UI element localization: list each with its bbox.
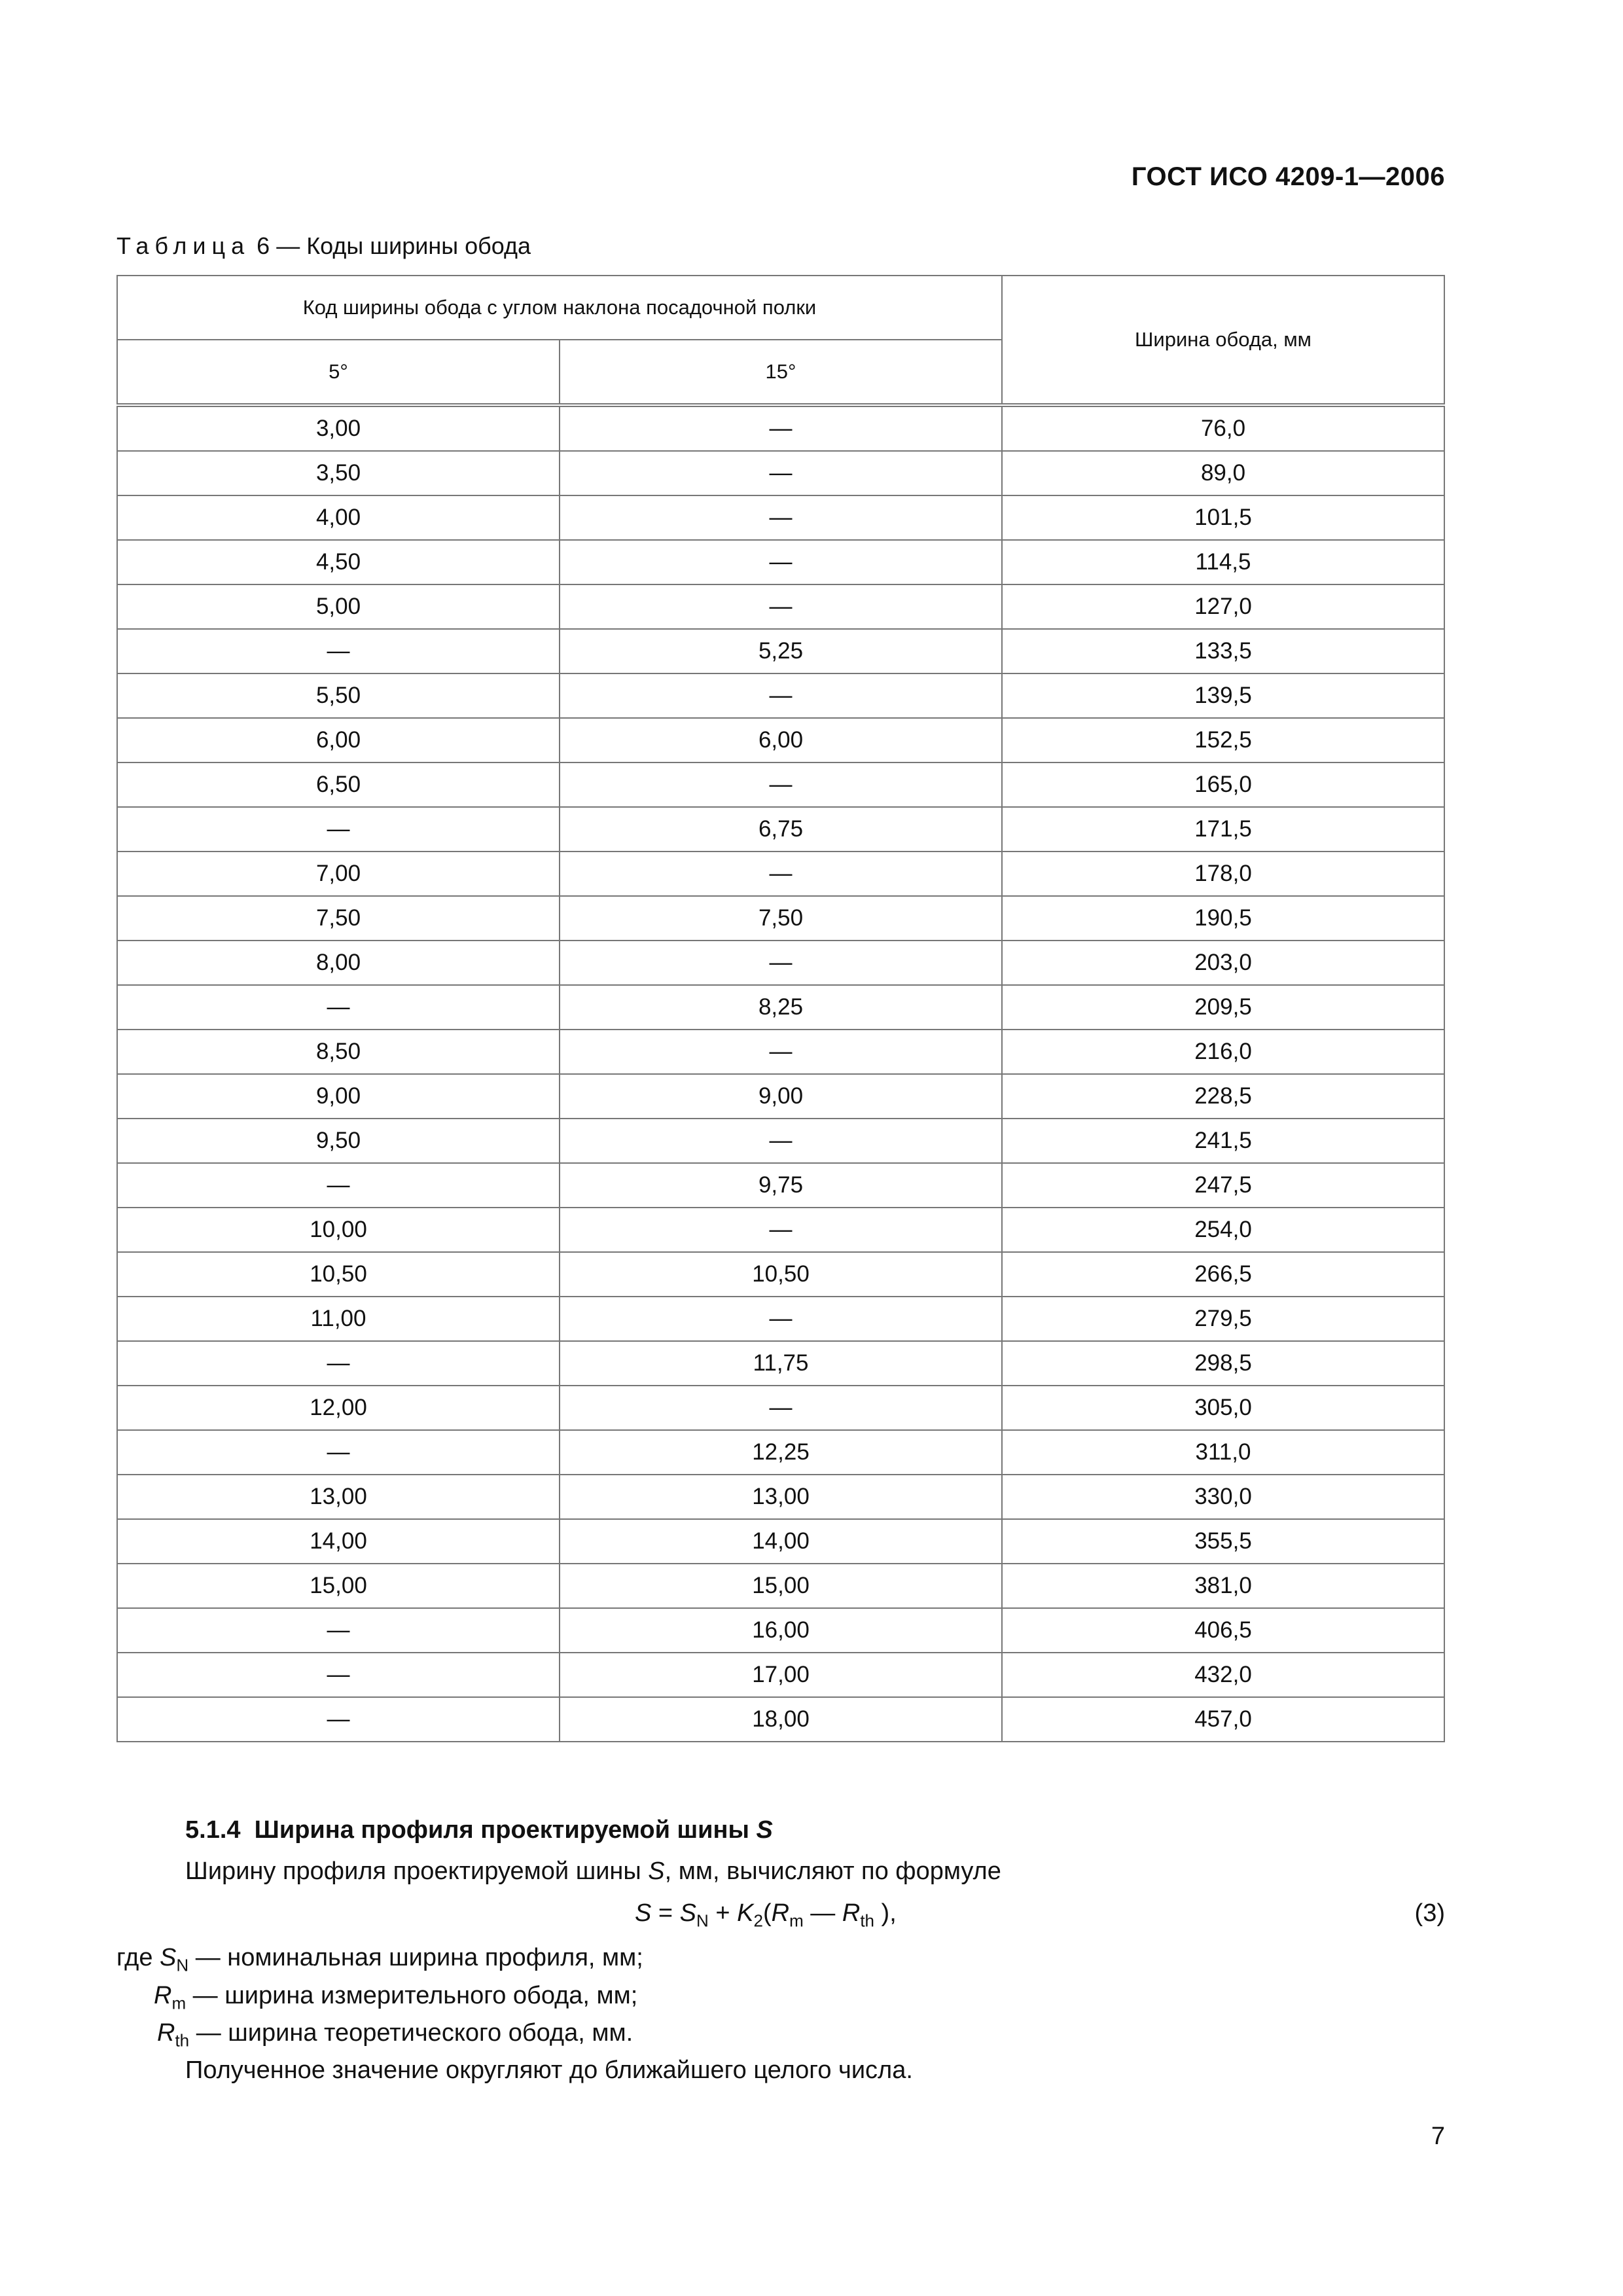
cell-code-5-deg: — [117,1163,560,1208]
equation-number: (3) [1414,1899,1445,1927]
cell-rim-width: 89,0 [1002,451,1444,495]
cell-code-15-deg: 6,00 [560,718,1002,762]
table-row [117,985,1444,1030]
cell-rim-width: 432,0 [1002,1653,1444,1697]
cell-rim-width: 203,0 [1002,941,1444,985]
cell-code-5-deg: 9,00 [117,1074,560,1119]
cell-rim-width: 330,0 [1002,1475,1444,1519]
table-body [117,405,1444,1742]
table-row [117,718,1444,762]
formula-s-sub: N [696,1910,709,1931]
formula [635,1899,897,1931]
cell-code-5-deg: — [117,1653,560,1697]
cell-code-15-deg: — [560,1119,1002,1163]
cell-rim-width: 114,5 [1002,540,1444,584]
cell-code-5-deg: 14,00 [117,1519,560,1564]
where-symbol-sub: m [171,1993,187,2013]
intro-symbol: S [648,1857,665,1885]
cell-code-15-deg: 10,50 [560,1252,1002,1297]
rim-width-table [116,275,1445,1742]
cell-code-5-deg: 9,50 [117,1119,560,1163]
table-row [117,584,1444,629]
group-header: Код ширины обода с углом наклона посадочной полки [117,276,1002,340]
formula-k-sub: 2 [753,1910,763,1931]
cell-code-15-deg: 13,00 [560,1475,1002,1519]
table-row [117,1430,1444,1475]
where-text: — ширина измерительного обода, мм; [186,1982,638,2009]
table-row [117,1163,1444,1208]
cell-code-15-deg: 5,25 [560,629,1002,673]
formula-open: ( [762,1899,772,1927]
table-row [117,1030,1444,1074]
table-row [117,451,1444,495]
table-row [117,1564,1444,1608]
where-prefix: где [116,1944,160,1971]
table-row [117,807,1444,852]
cell-code-5-deg: 10,50 [117,1252,560,1297]
where-text: — номинальная ширина профиля, мм; [188,1944,643,1971]
cell-code-5-deg: 11,00 [117,1297,560,1341]
cell-code-5-deg: 12,00 [117,1386,560,1430]
cell-rim-width: 228,5 [1002,1074,1444,1119]
table-row [117,762,1444,807]
cell-code-15-deg: — [560,762,1002,807]
cell-code-5-deg: 6,00 [117,718,560,762]
cell-code-15-deg: 18,00 [560,1697,1002,1742]
table-caption-word: Таблица [116,232,251,259]
cell-code-15-deg: — [560,540,1002,584]
cell-code-15-deg: — [560,405,1002,451]
section-heading [185,1816,773,1844]
table-row [117,629,1444,673]
cell-code-15-deg: 6,75 [560,807,1002,852]
cell-rim-width: 247,5 [1002,1163,1444,1208]
col-header-rim-width: Ширина обода, мм [1002,276,1444,405]
formula-plus: + [708,1899,738,1927]
cell-rim-width: 406,5 [1002,1608,1444,1653]
cell-rim-width: 178,0 [1002,852,1444,896]
col-header-5-deg: 5° [117,340,560,405]
where-line-sn [116,1944,643,1976]
cell-code-15-deg: 16,00 [560,1608,1002,1653]
cell-code-15-deg: 17,00 [560,1653,1002,1697]
section-title-symbol: S [756,1816,773,1844]
cell-rim-width: 279,5 [1002,1297,1444,1341]
cell-code-15-deg: — [560,1297,1002,1341]
where-symbol-sub: th [175,2030,190,2051]
cell-code-15-deg: 14,00 [560,1519,1002,1564]
table-caption [116,232,531,260]
cell-code-15-deg: — [560,495,1002,540]
cell-rim-width: 457,0 [1002,1697,1444,1742]
table-row [117,495,1444,540]
cell-rim-width: 76,0 [1002,405,1444,451]
cell-code-15-deg: — [560,1208,1002,1252]
cell-code-15-deg: 15,00 [560,1564,1002,1608]
cell-rim-width: 152,5 [1002,718,1444,762]
section-number: 5.1.4 [185,1816,241,1844]
table-row [117,1252,1444,1297]
cell-rim-width: 305,0 [1002,1386,1444,1430]
table-row [117,1119,1444,1163]
cell-code-15-deg: 8,25 [560,985,1002,1030]
cell-code-15-deg: — [560,451,1002,495]
cell-code-15-deg: — [560,673,1002,718]
cell-rim-width: 139,5 [1002,673,1444,718]
cell-code-15-deg: — [560,1030,1002,1074]
cell-code-5-deg: 15,00 [117,1564,560,1608]
cell-rim-width: 133,5 [1002,629,1444,673]
formula-eq: = [651,1899,680,1927]
intro-text-end: , мм, вычисляют по формуле [664,1857,1001,1885]
cell-code-5-deg: — [117,1608,560,1653]
table-row [117,1208,1444,1252]
where-symbol-sub: N [176,1955,189,1975]
formula-lhs: S [635,1899,652,1927]
formula-r1: R [771,1899,790,1927]
cell-rim-width: 209,5 [1002,985,1444,1030]
cell-code-5-deg: 8,00 [117,941,560,985]
intro-text-start: Ширину профиля проектируемой шины [185,1857,649,1885]
table-row [117,1341,1444,1386]
cell-code-15-deg: 9,75 [560,1163,1002,1208]
table-row [117,1697,1444,1742]
cell-rim-width: 127,0 [1002,584,1444,629]
table-row [117,852,1444,896]
cell-rim-width: 254,0 [1002,1208,1444,1252]
cell-rim-width: 216,0 [1002,1030,1444,1074]
section-title: Ширина профиля проектируемой шины [254,1816,749,1844]
cell-code-5-deg: 4,00 [117,495,560,540]
table-row [117,1074,1444,1119]
where-line-rth [157,2019,633,2051]
formula-r2-sub: th [860,1910,874,1931]
cell-code-5-deg: 5,00 [117,584,560,629]
cell-code-15-deg: — [560,1386,1002,1430]
formula-r1-sub: m [789,1910,804,1931]
cell-code-5-deg: 4,50 [117,540,560,584]
cell-rim-width: 190,5 [1002,896,1444,941]
cell-code-5-deg: 3,50 [117,451,560,495]
table-row [117,673,1444,718]
table-row [117,405,1444,451]
cell-rim-width: 171,5 [1002,807,1444,852]
cell-code-15-deg: 9,00 [560,1074,1002,1119]
cell-rim-width: 381,0 [1002,1564,1444,1608]
cell-code-15-deg: 12,25 [560,1430,1002,1475]
closing-sentence: Полученное значение округляют до ближайшего целого числа. [185,2056,913,2084]
cell-code-5-deg: 5,50 [117,673,560,718]
where-symbol: S [160,1944,177,1971]
table-row [117,1608,1444,1653]
cell-code-5-deg: — [117,1697,560,1742]
cell-code-5-deg: — [117,1341,560,1386]
cell-rim-width: 266,5 [1002,1252,1444,1297]
cell-code-15-deg: — [560,852,1002,896]
where-symbol: R [157,2019,175,2047]
table-row [117,1386,1444,1430]
formula-minus: — [803,1899,842,1927]
cell-code-5-deg: 3,00 [117,405,560,451]
table-row [117,1297,1444,1341]
cell-rim-width: 298,5 [1002,1341,1444,1386]
formula-k: K [737,1899,754,1927]
page-number: 7 [1431,2123,1445,2150]
cell-code-5-deg: 7,00 [117,852,560,896]
cell-rim-width: 311,0 [1002,1430,1444,1475]
cell-code-5-deg: 8,50 [117,1030,560,1074]
cell-code-5-deg: — [117,629,560,673]
cell-code-5-deg: 7,50 [117,896,560,941]
table-caption-title: 6 — Коды ширины обода [257,232,531,259]
standard-code: ГОСТ ИСО 4209-1—2006 [1131,162,1445,191]
table-row [117,896,1444,941]
table-row [117,1475,1444,1519]
cell-code-5-deg: 6,50 [117,762,560,807]
section-intro [185,1857,1001,1886]
cell-code-5-deg: 10,00 [117,1208,560,1252]
table-row [117,941,1444,985]
cell-code-15-deg: — [560,941,1002,985]
cell-rim-width: 355,5 [1002,1519,1444,1564]
cell-code-5-deg: — [117,985,560,1030]
formula-close: ), [874,1899,897,1927]
cell-code-15-deg: 11,75 [560,1341,1002,1386]
cell-code-5-deg: — [117,807,560,852]
formula-r2: R [842,1899,861,1927]
cell-code-15-deg: 7,50 [560,896,1002,941]
table-row [117,540,1444,584]
table-row [117,1653,1444,1697]
where-line-rm [154,1982,637,2014]
cell-code-15-deg: — [560,584,1002,629]
col-header-15-deg: 15° [560,340,1002,405]
formula-s: S [679,1899,697,1927]
where-symbol: R [154,1982,172,2009]
cell-code-5-deg: 13,00 [117,1475,560,1519]
cell-rim-width: 241,5 [1002,1119,1444,1163]
cell-rim-width: 165,0 [1002,762,1444,807]
where-text: — ширина теоретического обода, мм. [189,2019,633,2047]
cell-rim-width: 101,5 [1002,495,1444,540]
cell-code-5-deg: — [117,1430,560,1475]
table-row [117,1519,1444,1564]
